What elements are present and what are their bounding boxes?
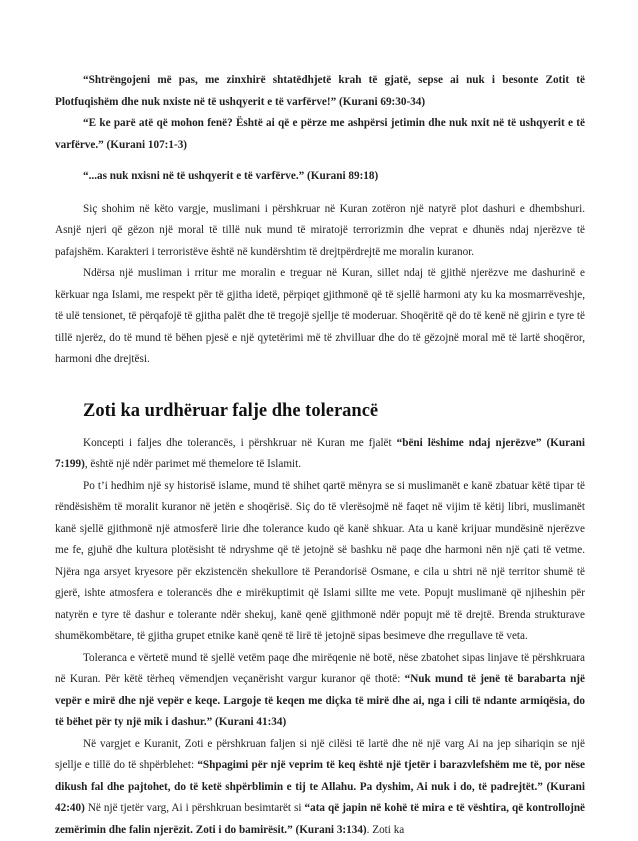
verse-citation: “ata që japin në kohë të mira e të vështira, që kontrollojnë zemërimin dhe falin njerëzit. Zoti i do bamirësit.” (Kurani 3:134) [55, 802, 585, 836]
quote-text: “E ke parë atë që mohon fenë? Është ai që e përze me ashpërsi jetimin dhe nuk nxit në të ushqyerit e të varfërve.” (Kurani 107:1-3) [55, 117, 585, 151]
quote-text: “...as nuk nxisni në të ushqyerit e të varfërve.” (Kurani 89:18) [83, 170, 378, 182]
body-paragraph: Koncepti i faljes dhe tolerancës, i përshkruar në Kuran me fjalët “bëni lëshime ndaj njerëzve” (Kurani 7:199), është një ndër parimet më themelore të Islamit. [55, 433, 585, 476]
verse-citation: “Shpagimi për një veprim të keq është një tjetër i barazvlefshëm me të, por nëse dikush fal dhe pajtohet, do të ketë shpërblimin e tij te Allahu. Pa dyshim, Ai nuk i do, të padrejtët.” (Kurani 42:40) [55, 759, 585, 814]
body-paragraph: Në vargjet e Kuranit, Zoti e përshkruan faljen si një cilësi të lartë dhe në një varg Ai na jep sihariqin se një sjellje e tillë do të shpërblehet: “Shpagimi për një veprim të keq është një tjetër i barazvlefshëm me të, por nëse dikush fal dhe pajtohet, do të ketë shpërblimin e tij te Allahu. Pa dyshim, Ai nuk i do, të padrejtët.” (Kurani 42:40) Në një tjetër varg, Ai i përshkruan besimtarët si “ata që japin në kohë të mira e të vështira, që kontrollojnë zemërimin dhe falin njerëzit. Zoti i do bamirësit.” (Kurani 3:134). Zoti ka [55, 734, 585, 841]
quote-text: “Shtrëngojeni më pas, me zinxhirë shtatëdhjetë krah të gjatë, sepse ai nuk i besonte Zotit të Plotfuqishëm dhe nuk nxiste në të ushqyerit e të varfërve!” (Kurani 69:30-34) [55, 74, 585, 108]
body-paragraph: Toleranca e vërtetë mund të sjellë vetëm paqe dhe mirëqenie në botë, nëse zbatohet sipas linjave të përshkruara në Kuran. Për këtë tërheq vëmendjen veçanërisht vargur kuranor që thotë: “Nuk mund të jenë të barabarta një vepër e mirë dhe një vepër e keqe. Largoje të keqen me diçka të mirë dhe ai, nga i cili të ndante armiqësia, do të bëhet për ty një mik i dashur.” (Kurani 41:34) [55, 648, 585, 734]
quote-paragraph [55, 70, 585, 113]
quote-paragraph [55, 113, 585, 156]
verse-citation: “bëni lëshime ndaj njerëzve” (Kurani 7:199) [55, 437, 585, 471]
section-heading: Zoti ka urdhëruar falje dhe tolerancë [55, 398, 585, 424]
body-paragraph: Ndërsa një musliman i rritur me moralin e treguar në Kuran, sillet ndaj të gjithë njerëzve me dashurinë e kërkuar nga Islami, me respekt për të gjitha idetë, përpiqet gjithmonë që të sjellë harmoni aty ku ka mosmarrëveshje, të ulë tensionet, të përqafojë të gjitha palët dhe të tregojë sjellje të moderuar. Shoqëritë që do të kenë në gjirin e tyre të tillë njerëz, do të mund të bëhen pjesë e një qytetërimi më të zhvilluar dhe do të gëzojnë moral më të lartë shoqëror, harmoni dhe drejtësi. [55, 263, 585, 371]
document-page [55, 70, 585, 841]
verse-citation: “Nuk mund të jenë të barabarta një vepër e mirë dhe një vepër e keqe. Largoje të keqen me diçka të mirë dhe ai, nga i cili të ndante armiqësia, do të bëhet për ty një mik i dashur.” (Kurani 41:34) [55, 673, 585, 728]
body-paragraph: Po t’i hedhim një sy historisë islame, mund të shihet qartë mënyra se si muslimanët e kanë zbatuar këtë tipar të rëndësishëm të moralit kuranor në jetën e shoqërisë. Siç do të vlerësojmë në faqet në vijim të këtij libri, muslimanët kanë sjellë gjithmonë një atmosferë lirie dhe tolerance kudo që kanë shkuar. Ata u kanë krijuar mundësinë njerëzve me fe, gjuhë dhe kultura plotësisht të ndryshme që të jetojnë së bashku në paqe dhe harmoni nën një çati të vetme. Njëra nga arsyet kryesore për ekzistencën shekullore të Perandorisë Osmane, e cila u shtri në një territor shumë të gjerë, ishte atmosfera e tolerancës dhe e mirëkuptimit që Islami sillte me vete. Popujt muslimanë që njiheshin për natyrën e tyre të dashur e tolerante ndër shekuj, kanë qenë gjithmonë ndër popujt më të drejtë. Brenda strukturave shumëkombëtare, të gjitha grupet etnike kanë qenë të lirë të jetojnë sipas besimeve dhe rregullave të veta. [55, 476, 585, 648]
quote-paragraph [55, 166, 585, 188]
body-paragraph: Siç shohim në këto vargje, muslimani i përshkruar në Kuran zotëron një natyrë plot dashuri e dhembshuri. Asnjë njeri që gëzon një moral të tillë nuk mund të miratojë terrorizmin dhe veprat e dhunës ndaj njerëzve të pafajshëm. Karakteri i terroristëve është në kundërshtim të drejtpërdrejtë me moralin kuranor. [55, 199, 585, 264]
